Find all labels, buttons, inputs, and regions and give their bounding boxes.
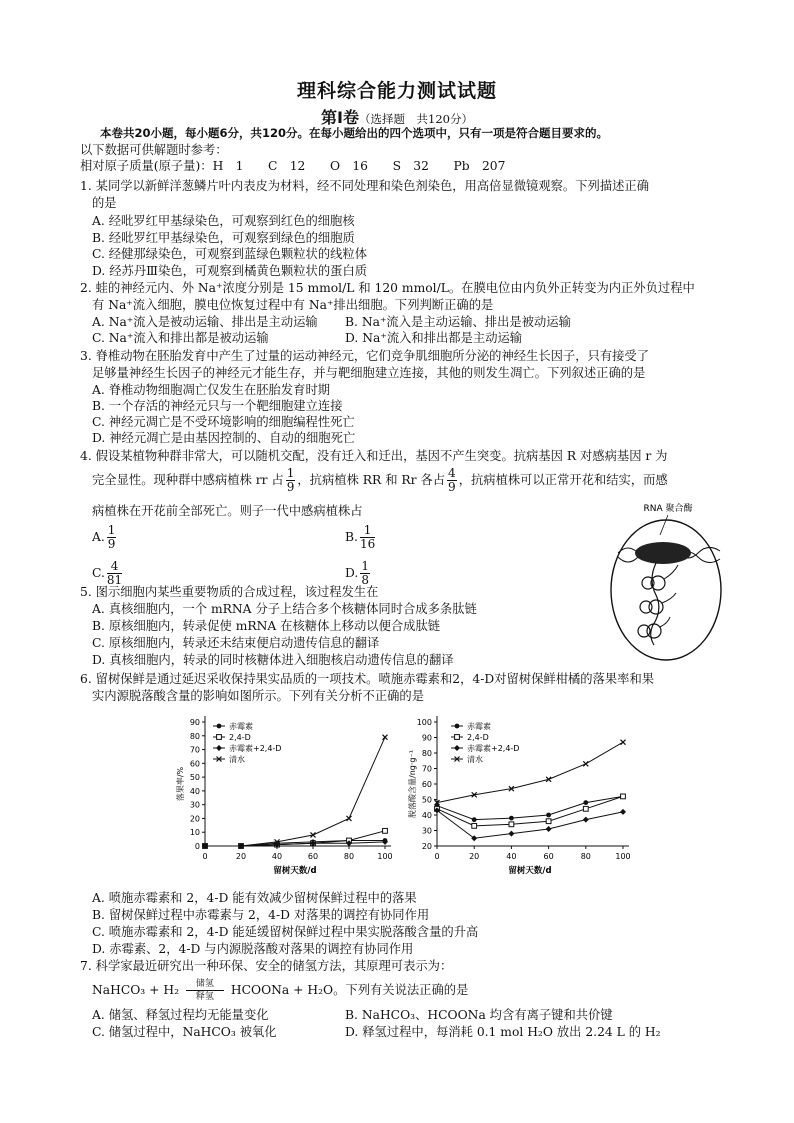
q5-stem: 5. 图示细胞内某些重要物质的合成过程，该过程发生在 (80, 585, 379, 599)
q5-option-c: C. 原核细胞内，转录还未结束便启动遗传信息的翻译 (92, 636, 380, 650)
q5-option-a: A. 真核细胞内，一个 mRNA 分子上结合多个核糖体同时合成多条肽链 (92, 602, 477, 616)
x-tick-label: 40 (506, 852, 517, 861)
data-point (454, 745, 460, 751)
frac-num: 1 (107, 523, 116, 537)
data-point (217, 724, 222, 729)
q5-option-d: D. 真核细胞内，转录的同时核糖体进入细胞核启动遗传信息的翻译 (92, 653, 454, 667)
q7-option-a: A. 储氢、释氢过程均无能量变化 (92, 1008, 269, 1022)
frac-num: 1 (286, 466, 295, 480)
q7-option-c: C. 储氢过程中，NaHCO₃ 被氧化 (92, 1025, 277, 1039)
legend-entry: 赤霉素 (229, 722, 253, 731)
q2-option-b: B. Na⁺流入是主动运输、排出是被动运输 (345, 315, 571, 329)
legend-entry: 赤霉素+2,4-D (467, 744, 520, 753)
series-line (205, 737, 385, 846)
y-tick-label: 50 (421, 795, 432, 805)
x-tick-label: 40 (271, 852, 283, 861)
y-tick-label: 60 (421, 780, 432, 789)
x-tick-label: 20 (235, 852, 247, 861)
frac-den: 9 (107, 537, 116, 551)
data-point (508, 831, 514, 837)
fraction (360, 560, 370, 587)
series-line (437, 742, 623, 802)
y-tick-label: 30 (421, 826, 432, 836)
rna-polymerase-icon (635, 542, 691, 564)
y-axis-label: 脱落酸含量/ng·g⁻¹ (408, 750, 417, 818)
q2-stem-2: 有 Na⁺流入细胞，膜电位恢复过程中有 Na⁺排出细胞。下列判断正确的是 (92, 298, 494, 312)
data-point (583, 800, 588, 805)
rna-polymerase-label: RNA 聚合酶 (643, 504, 693, 514)
section-note: （选择题 共120分） (359, 112, 473, 126)
y-tick-label: 80 (189, 731, 200, 741)
x-tick-label: 0 (434, 852, 440, 861)
q6-option-b: B. 留树保鲜过程中赤霉素与 2，4-D 对落果的调控有协同作用 (92, 908, 430, 922)
q7-option-d: D. 释氢过程中，每消耗 0.1 mol H₂O 放出 2.24 L 的 H₂ (345, 1025, 661, 1039)
q6-stem-2: 实内源脱落酸含量的影响如图所示。下列有关分析不正确的是 (92, 689, 425, 703)
section-main: 第Ⅰ卷 (321, 108, 359, 127)
equation-left: NaHCO₃ + H₂ (92, 983, 180, 997)
legend-entry: 赤霉素 (467, 722, 491, 731)
q4-stem-2b: ，抗病植株 RR 和 Rr 各占 (297, 473, 446, 487)
fraction (107, 560, 122, 587)
data-point (472, 817, 477, 822)
option-label: B. (345, 530, 358, 544)
q6-stem-1: 6. 留树保鲜是通过延迟采收保持果实品质的一项技术。喷施赤霉素和2，4-D对留树保鲜柑橘的落果率和果 (80, 672, 655, 686)
q7-stem: 7. 科学家最近研究出一种环保、安全的储氢方法，其原理可表示为： (80, 959, 453, 973)
option-label: A. (92, 530, 105, 544)
frac-num: 4 (107, 560, 122, 574)
data-point (583, 817, 589, 823)
data-point (383, 735, 388, 740)
q4-stem-3: 病植株在开花前全部死亡。则子一代中感病植株占 (92, 504, 363, 518)
q1-option-b: B. 经吡罗红甲基绿染色，可观察到绿色的细胞质 (92, 231, 355, 245)
q4-stem-2a: 完全显性。现种群中感病植株 rr 占 (92, 473, 284, 487)
x-tick-label: 0 (202, 852, 208, 861)
q6-option-d: D. 赤霉素、2，4-D 与内源脱落酸对落果的调控有协同作用 (92, 942, 414, 956)
q1-option-d: D. 经苏丹Ⅲ染色，可观察到橘黄色颗粒状的蛋白质 (92, 264, 368, 278)
chart-aba-content (395, 710, 645, 890)
y-tick-label: 40 (421, 811, 432, 820)
q3-option-b: B. 一个存活的神经元只与一个靶细胞建立连接 (92, 399, 343, 413)
q2-option-d: D. Na⁺流入和排出都是主动运输 (345, 331, 523, 345)
q4-option-b (345, 522, 377, 552)
data-point (546, 813, 551, 818)
peptide-chain-icon (660, 565, 678, 627)
legend-entry: 清水 (229, 755, 245, 764)
x-tick-label: 60 (543, 852, 554, 861)
fraction-1-9 (286, 467, 296, 494)
y-tick-label: 90 (189, 718, 200, 727)
q4-stem-2c: ，抗病植株可以正常开花和结实，而感 (458, 473, 668, 487)
q4-stem-2 (92, 466, 668, 494)
data-point (621, 794, 626, 799)
data-line: 以下数据可供解题时参考： (80, 143, 228, 157)
y-tick-label: 90 (421, 733, 432, 743)
q6-option-a: A. 喷施赤霉素和 2，4-D 能有效减少留树保鲜过程中的落果 (92, 891, 417, 905)
q3-option-a: A. 脊椎动物细胞凋亡仅发生在胚胎发育时期 (92, 383, 331, 397)
arrow-bottom-label: 释氢 (195, 992, 214, 1002)
frac-num: 1 (360, 524, 375, 538)
x-tick-label: 100 (377, 852, 393, 861)
q1-option-a: A. 经吡罗红甲基绿染色，可观察到红色的细胞核 (92, 214, 355, 228)
data-point (620, 809, 626, 815)
legend-entry: 赤霉素+2,4-D (229, 744, 282, 753)
data-point (509, 822, 514, 827)
x-tick-label: 60 (307, 852, 319, 861)
reversible-arrow (186, 979, 224, 1002)
data-point (583, 761, 588, 766)
q7-equation (92, 975, 468, 1005)
frac-den: 81 (106, 573, 123, 587)
series-line (437, 796, 623, 819)
q3-option-d: D. 神经元凋亡是由基因控制的、自动的细胞死亡 (92, 431, 356, 445)
data-point (509, 816, 514, 821)
fraction (360, 524, 375, 551)
x-axis-label: 留树天数/d (273, 866, 317, 876)
legend-entry: 2,4-D (467, 733, 489, 742)
q1-stem-1: 1. 某同学以新鲜洋葱鳞片叶内表皮为材料，经不同处理和染色剂染色，用高倍显微镜观察。下列描述正确 (80, 179, 650, 193)
data-point (455, 724, 460, 729)
arrow-top-label: 储氢 (195, 979, 214, 989)
frac-num: 4 (448, 466, 456, 480)
x-tick-label: 100 (615, 852, 631, 861)
legend-entry: 清水 (467, 755, 483, 764)
q1-stem-2: 的是 (92, 196, 117, 210)
y-tick-label: 20 (189, 814, 200, 824)
atomic-masses: 相对原子质量(原子量)：H 1 C 12 O 16 S 32 Pb 207 (80, 159, 506, 173)
q3-stem-1: 3. 脊椎动物在胚胎发育中产生了过量的运动神经元，它们竞争肌细胞所分泌的神经生长因子，只有接受了 (80, 349, 650, 363)
q3-stem-2: 足够量神经生长因子的神经元才能生存，并与靶细胞建立连接，其他的则发生凋亡。下列叙述正确的是 (92, 366, 646, 380)
y-tick-label: 0 (194, 842, 200, 851)
data-point (383, 828, 388, 833)
y-tick-label: 70 (421, 764, 432, 774)
q3-option-c: C. 神经元凋亡是不受环境影响的细胞编程性死亡 (92, 415, 355, 429)
frac-den: 8 (361, 573, 369, 587)
frac-den: 16 (359, 537, 376, 551)
y-axis-label: 落果率/% (176, 766, 185, 802)
data-point (455, 735, 460, 740)
frac-den: 9 (448, 480, 456, 494)
y-tick-label: 100 (416, 718, 432, 727)
data-point (472, 823, 477, 828)
x-tick-label: 80 (580, 852, 591, 861)
data-point (347, 816, 352, 821)
instruction: 本卷共20小题，每小题6分，共120分。在每小题给出的四个选项中，只有一项是符合题目要求的。 (100, 126, 609, 140)
option-label: D. (345, 566, 359, 580)
frac-num: 1 (361, 559, 369, 573)
data-point (546, 819, 551, 824)
mrna-strand-icon (651, 563, 659, 645)
q2-option-c: C. Na⁺流入和排出都是被动运输 (92, 331, 269, 345)
q1-option-c: C. 经健那绿染色，可观察到蓝绿色颗粒状的线粒体 (92, 247, 368, 261)
q5-option-b: B. 原核细胞内，转录促使 mRNA 在核糖体上移动以便合成肽链 (92, 619, 441, 633)
page-title: 理科综合能力测试试题 (296, 80, 497, 102)
fraction (107, 524, 117, 551)
x-tick-label: 20 (469, 852, 480, 861)
fraction-4-9 (447, 467, 457, 494)
y-tick-label: 30 (189, 800, 200, 810)
frac-den: 9 (286, 480, 295, 494)
q4-option-a (92, 522, 118, 552)
x-axis-label: 留树天数/d (508, 866, 552, 876)
chart-fruit-drop-rate (165, 710, 405, 890)
y-tick-label: 40 (189, 786, 200, 796)
q4-stem-1: 4. 假设某植物种群非常大，可以随机交配，没有迁入和迁出，基因不产生突变。抗病基因 R 对感病基因 r 为 (80, 449, 668, 463)
data-point (216, 745, 222, 751)
y-tick-label: 10 (189, 828, 200, 838)
y-tick-label: 80 (421, 749, 432, 758)
q2-stem-1: 2. 蛙的神经元内、外 Na⁺浓度分别是 15 mmol/L 和 120 mmol/L。在膜电位由内负外正转变为内正外负过程中 (80, 281, 695, 295)
data-point (583, 806, 588, 811)
cell-outline (611, 520, 721, 660)
y-tick-label: 50 (189, 773, 200, 783)
q6-option-c: C. 喷施赤霉素和 2，4-D 能延缓留树保鲜过程中果实脱落酸含量的升高 (92, 925, 479, 939)
series-line (437, 810, 623, 838)
equation-right: HCOONa + H₂O。下列有关说法正确的是 (230, 983, 469, 997)
legend-entry: 2,4-D (229, 733, 251, 742)
data-point (546, 826, 552, 832)
option-label: C. (92, 566, 105, 580)
q7-option-b: B. NaHCO₃、HCOONa 均含有离子键和共价键 (345, 1008, 613, 1022)
x-tick-label: 80 (343, 852, 355, 861)
data-point (217, 735, 222, 740)
y-tick-label: 20 (421, 842, 432, 851)
q2-option-a: A. Na⁺流入是被动运输、排出是主动运输 (92, 315, 318, 329)
transcription-translation-figure (608, 495, 726, 665)
data-point (621, 740, 626, 745)
y-tick-label: 70 (189, 745, 200, 755)
y-tick-label: 60 (189, 759, 200, 769)
